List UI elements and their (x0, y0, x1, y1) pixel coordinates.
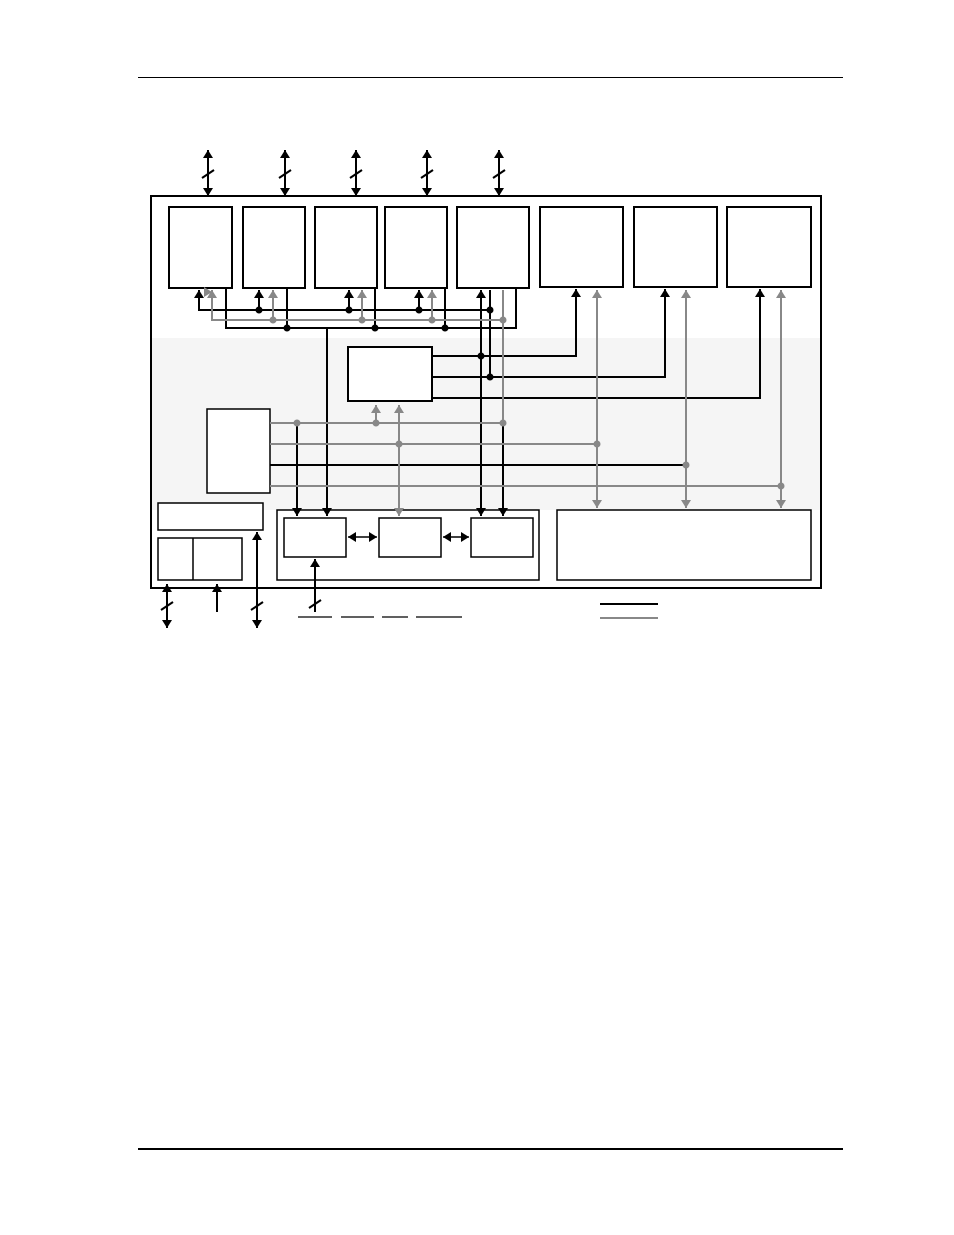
top-block-4 (385, 207, 447, 288)
top-block-8 (727, 207, 811, 287)
top-block-1 (169, 207, 232, 288)
top-block-5 (457, 207, 529, 288)
bottom-group-block-1 (284, 518, 346, 557)
bottom-group-block-3 (471, 518, 533, 557)
left-vertical-block (207, 409, 270, 493)
top-block-7 (634, 207, 717, 287)
bottom-left-wide-block (158, 503, 263, 530)
bottom-left-split-block (158, 538, 242, 580)
external-io-arrows-top (202, 150, 505, 196)
top-block-2 (243, 207, 305, 288)
center-controller-block (348, 347, 432, 401)
top-block-3 (315, 207, 377, 288)
bottom-right-large-block (557, 510, 811, 580)
bottom-group-block-2 (379, 518, 441, 557)
top-block-6 (540, 207, 623, 287)
